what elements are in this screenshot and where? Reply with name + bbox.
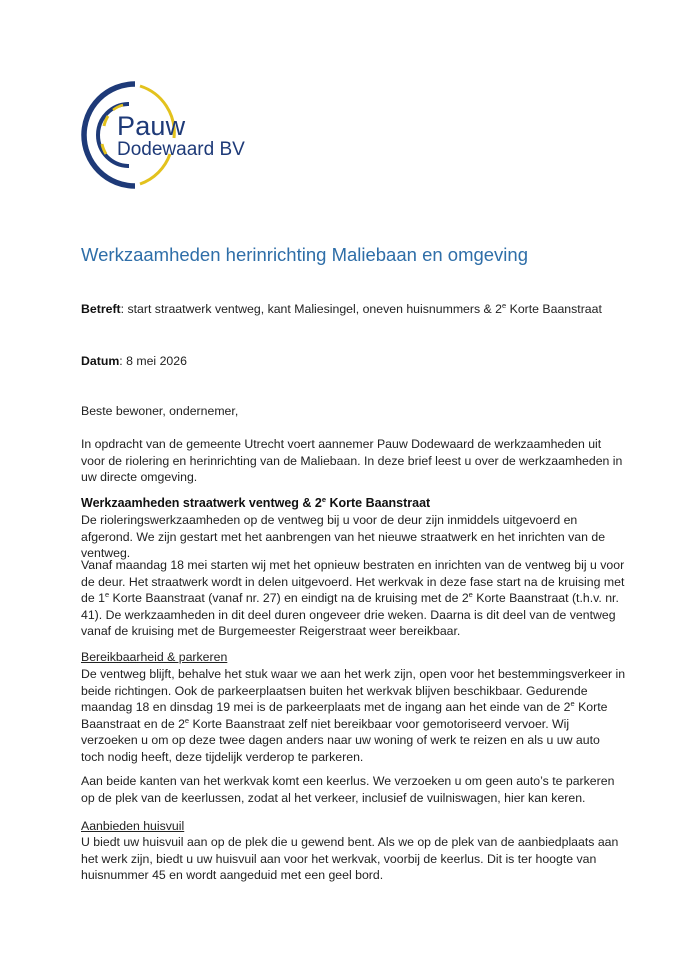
intro-paragraph: In opdracht van de gemeente Utrecht voert aannemer Pauw Dodewaard de werkzaamheden uit voor de riolering en herinrichting van de Maliebaan. In deze brief leest u over de werkzaamheden in uw directe omgeving. bbox=[81, 437, 623, 485]
section2-heading: Bereikbaarheid & parkeren bbox=[81, 650, 228, 664]
betreft-text-after: Korte Baanstraat bbox=[506, 302, 602, 316]
section2-p1-sup1: e bbox=[570, 699, 575, 709]
section1-paragraph-2 bbox=[81, 557, 626, 640]
section1-p2-a: Vanaf maandag 18 mei starten wij met het opnieuw bestraten en inrichten van de ventweg bij u voor de deur. Het straatwerk wordt in delen uitgevoerd. Het werkvak in deze fase start na de kruising met de 1 bbox=[81, 558, 625, 606]
section2-p1-a: De ventweg blijft, behalve het stuk waar we aan het werk zijn, open voor het bestemmingsverkeer in beide richtingen. Ook de parkeerplaatsen buiten het werkvak blijven beschikbaar. Gedurende maandag 18 en dinsdag 19 mei is de parkeerplaats met de ingang aan het einde van de 2 bbox=[81, 667, 626, 715]
section2-p1-c: Korte Baanstraat zelf niet bereikbaar voor gemotoriseerd vervoer. Wij verzoeken u om op deze twee dagen anders naar uw woning of werk te reizen en als u uw auto toch nodig heeft, deze tijdelijk verderop te parkeren. bbox=[81, 716, 600, 764]
section2-p1-sup2: e bbox=[184, 715, 190, 725]
betreft-label: Betreft bbox=[81, 302, 121, 316]
section1-p2-c: Korte Baanstraat (t.h.v. nr. 41). De werkzaamheden in dit deel duren ongeveer drie weken. Daarna is dit deel van de ventweg vanaf de kruising met de Burgemeester Reigerstraat weer bereikbaar. bbox=[81, 591, 619, 639]
logo-line-2: Dodewaard BV bbox=[117, 139, 245, 160]
section1-paragraph-1: De rioleringswerkzaamheden op de ventweg bij u voor de deur zijn inmiddels uitgevoerd en afgerond. We zijn gestart met het aanbrengen van het nieuwe straatwerk en het inrichten van de ventweg. bbox=[81, 513, 606, 561]
section1-p2-sup2: e bbox=[468, 590, 473, 600]
section2-paragraph-2: Aan beide kanten van het werkvak komt een keerlus. We verzoeken u om geen auto’s te parkeren op de plek van de keerlussen, zodat al het verkeer, inclusief de vuilniswagen, hier kan keren. bbox=[81, 774, 615, 805]
section1-p2-b: Korte Baanstraat (vanaf nr. 27) en eindigt na de kruising met de 2 bbox=[109, 591, 469, 606]
betreft-line bbox=[81, 301, 626, 318]
section1-p2-sup1: e bbox=[104, 590, 110, 600]
page-title: Werkzaamheden herinrichting Maliebaan en omgeving bbox=[81, 244, 528, 265]
betreft-sup: e bbox=[502, 300, 507, 310]
section1-heading-sup: e bbox=[321, 494, 327, 504]
datum-label: Datum bbox=[81, 354, 120, 368]
section1-heading-before: Werkzaamheden straatwerk ventweg & 2 bbox=[81, 496, 322, 510]
section3-paragraph-1: U biedt uw huisvuil aan op de plek die u gewend bent. Als we op de plek van de aanbiedplaats aan het werk zijn, biedt u uw huisvuil aan voor het werkvak, voorbij de keerlus. Dit is ter hoogte van huisnummer 45 en wordt aangeduid met een geel bord. bbox=[81, 835, 619, 883]
section1-heading-after: Korte Baanstraat bbox=[326, 496, 431, 510]
betreft-text-before: : start straatwerk ventweg, kant Maliesingel, oneven huisnummers & 2 bbox=[120, 302, 503, 316]
salutation: Beste bewoner, ondernemer, bbox=[81, 404, 239, 418]
datum-text: : 8 mei 2026 bbox=[119, 354, 187, 368]
section2-p1-b: Korte Baanstraat en de 2 bbox=[81, 700, 608, 731]
section2-paragraph-1 bbox=[81, 666, 626, 766]
logo-line-1: Pauw bbox=[117, 111, 186, 141]
datum-line bbox=[81, 353, 626, 370]
section1-heading bbox=[81, 495, 626, 512]
section3-heading: Aanbieden huisvuil bbox=[81, 819, 185, 833]
